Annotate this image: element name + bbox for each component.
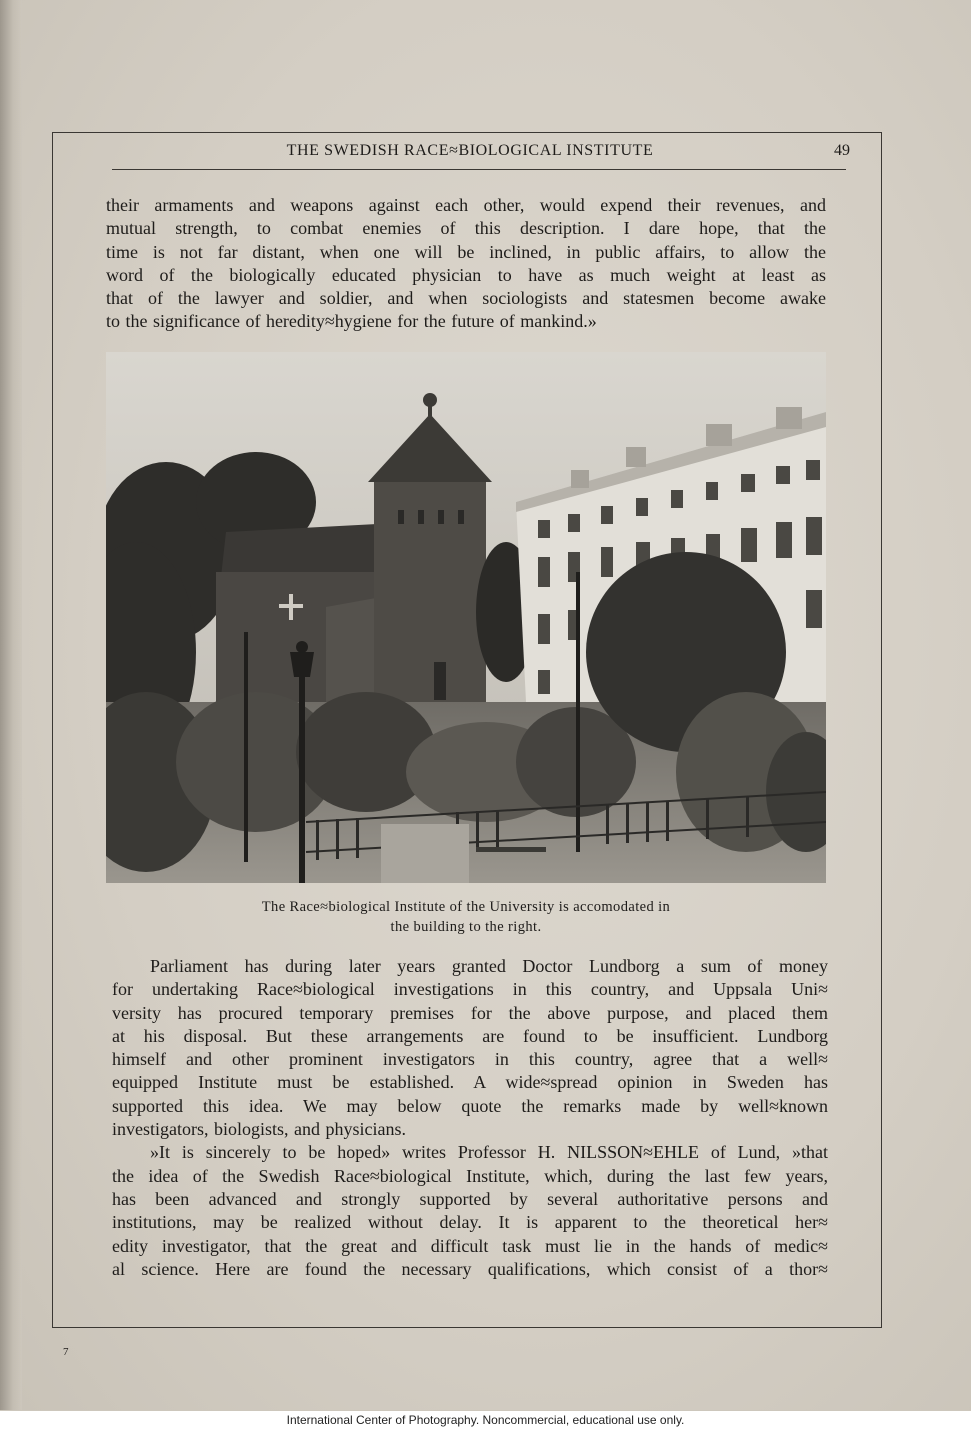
text-line: their armaments and weapons against each other, would expend their revenues, and xyxy=(106,195,826,215)
text-line: the idea of the Swedish Race≈biological Institute, which, during the last few years, xyxy=(112,1165,828,1186)
text-line: mutual strength, to combat enemies of this description. I dare hope, that the xyxy=(106,218,826,239)
park-bench xyxy=(476,847,546,852)
paragraph-1 xyxy=(106,194,826,334)
header-rule xyxy=(112,169,846,170)
text-line: time is not far distant, when one will be inclined, in public affairs, to allow the xyxy=(106,241,826,262)
running-title: THE SWEDISH RACE≈BIOLOGICAL INSTITUTE xyxy=(286,142,654,159)
text-line: for undertaking Race≈biological investigations in this country, and Uppsala Uni≈ xyxy=(112,979,828,1000)
book-spine-shadow xyxy=(0,0,22,1410)
running-head xyxy=(150,142,850,164)
page-number: 49 xyxy=(834,142,850,159)
photo-illustration xyxy=(106,352,826,883)
text-line: institutions, may be realized without delay. It is apparent to the theoretical her≈ xyxy=(112,1212,828,1233)
text-line: himself and other prominent investigators in this country, agree that a well≈ xyxy=(112,1049,828,1070)
text-line: »It is sincerely to be hoped» writes Professor H. NILSSON≈EHLE of Lund, »that xyxy=(150,1142,828,1163)
text-line: investigators, biologists, and physicians. xyxy=(112,1119,406,1140)
text-line: word of the biologically educated physician to have as much weight at least as xyxy=(106,264,826,285)
caption-line: The Race≈biological Institute of the University is accomodated in xyxy=(261,899,671,915)
text-line: supported this idea. We may below quote the remarks made by well≈known xyxy=(112,1095,828,1116)
paragraph-2 xyxy=(112,955,828,1281)
credit-line: International Center of Photography. Noncommercial, educational use only. xyxy=(0,1411,971,1430)
text-line: al science. Here are found the necessary qualifications, which consist of a thor≈ xyxy=(112,1258,828,1279)
text-line: has been advanced and strongly supported by several authoritative persons and xyxy=(112,1188,828,1209)
caption-line: the building to the right. xyxy=(390,919,542,935)
text-line: equipped Institute must be established. A wide≈spread opinion in Sweden has xyxy=(112,1072,828,1093)
text-line: to the significance of heredity≈hygiene for the future of mankind.» xyxy=(106,311,597,332)
text-line: Parliament has during later years granted Doctor Lundborg a sum of money xyxy=(150,956,828,976)
text-line: versity has procured temporary premises for the above purpose, and placed them xyxy=(112,1002,828,1023)
text-line: edity investigator, that the great and difficult task must lie in the hands of medic≈ xyxy=(112,1235,828,1256)
text-line: at his disposal. But these arrangements are found to be insufficient. Lundborg xyxy=(112,1025,828,1046)
figure-caption xyxy=(106,897,826,937)
institute-photograph xyxy=(106,352,826,883)
text-line: that of the lawyer and soldier, and when sociologists and statesmen become awake xyxy=(106,288,826,309)
stone-pillar xyxy=(381,824,469,883)
signature-mark: 7 xyxy=(63,1346,69,1358)
